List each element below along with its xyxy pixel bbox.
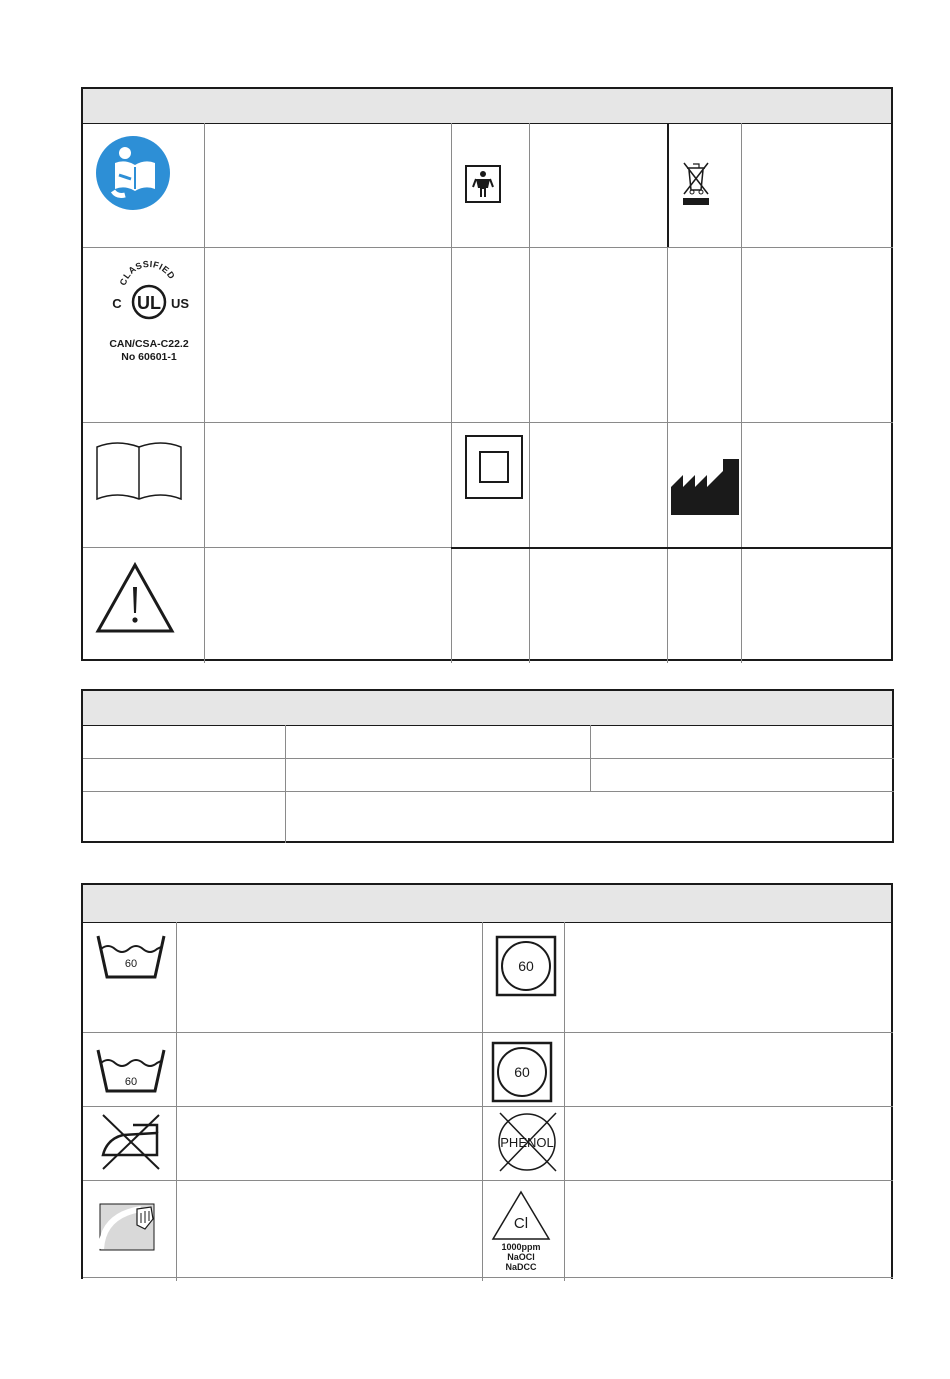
- svg-text:60: 60: [514, 1064, 530, 1080]
- svg-text:PHENOL: PHENOL: [500, 1135, 554, 1150]
- class-ii-double-insulation-icon: [465, 435, 523, 499]
- svg-text:C: C: [112, 296, 122, 311]
- svg-text:1000ppm: 1000ppm: [501, 1242, 541, 1252]
- svg-text:Cl: Cl: [513, 1215, 529, 1232]
- weee-crossed-bin-icon: [679, 156, 713, 210]
- svg-text:NaDCC: NaDCC: [505, 1262, 537, 1272]
- svg-text:60: 60: [124, 958, 138, 970]
- chlorine-bleach-icon: [489, 1189, 553, 1275]
- tumble-dry-60-icon: [495, 935, 557, 997]
- svg-text:CLASSIFIED: CLASSIFIED: [117, 258, 178, 287]
- specs-table: [81, 689, 894, 843]
- svg-text:NaOCl: NaOCl: [507, 1252, 535, 1262]
- svg-text:60: 60: [124, 1076, 138, 1088]
- wash-60-icon-2: [95, 1047, 167, 1095]
- caution-warning-icon: [95, 561, 175, 635]
- svg-text:60: 60: [518, 958, 534, 974]
- no-phenol-icon: [494, 1109, 560, 1175]
- wash-60-icon: [95, 933, 167, 981]
- consult-instructions-icon: [95, 135, 171, 211]
- care-table: [81, 883, 893, 1279]
- svg-text:US: US: [170, 296, 190, 311]
- type-bf-applied-part-icon: [465, 165, 501, 203]
- ul-classified-mark: [99, 253, 199, 373]
- wipe-clean-icon: [99, 1203, 155, 1251]
- tumble-dry-60-icon-2: [491, 1041, 553, 1103]
- care-table-header: [83, 885, 891, 923]
- svg-text:No 60601-1: No 60601-1: [121, 351, 177, 363]
- symbols-table: [81, 87, 893, 661]
- do-not-iron-icon: [99, 1111, 163, 1171]
- operating-manual-icon: [95, 437, 183, 503]
- svg-text:CAN/CSA-C22.2: CAN/CSA-C22.2: [109, 338, 189, 350]
- symbols-table-header: [83, 89, 891, 124]
- specs-table-header: [83, 691, 892, 726]
- manufacturer-icon: [671, 459, 739, 515]
- svg-text:UL: UL: [137, 293, 161, 313]
